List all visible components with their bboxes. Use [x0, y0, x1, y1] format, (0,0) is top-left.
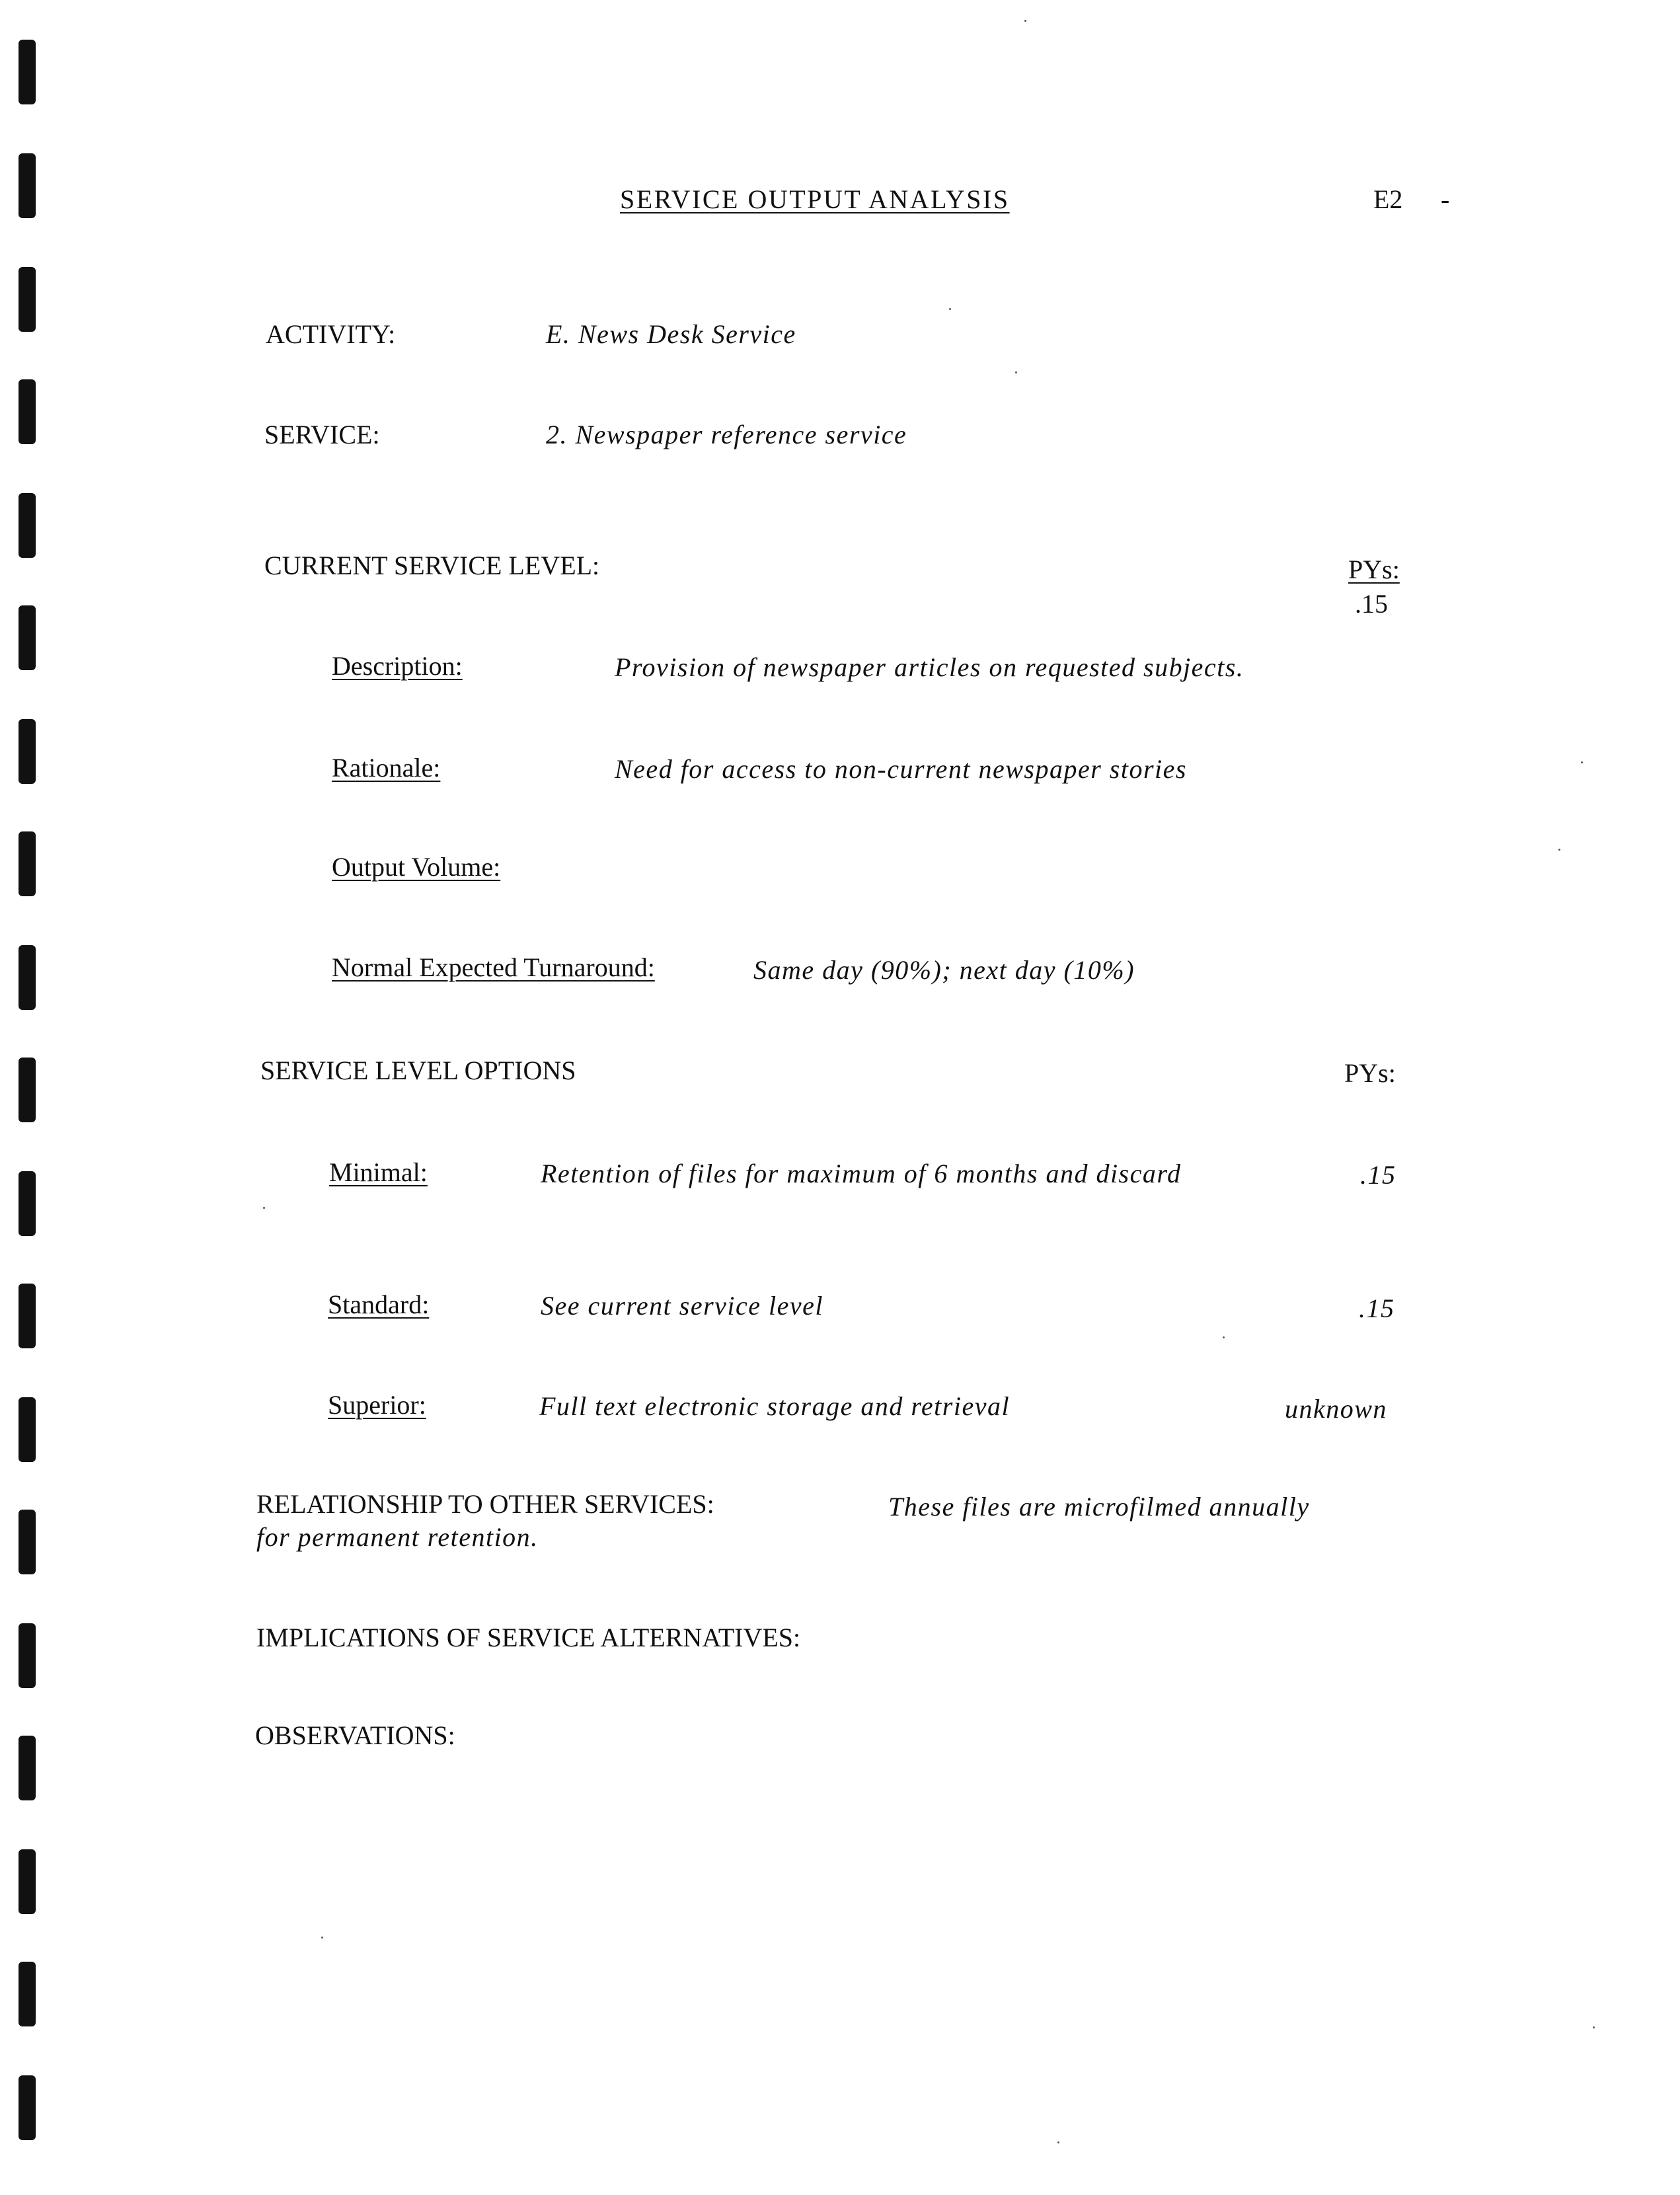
speck	[1581, 761, 1583, 763]
description-label: Description:	[332, 651, 463, 681]
implications-label: IMPLICATIONS OF SERVICE ALTERNATIVES:	[256, 1623, 801, 1652]
service-label: SERVICE:	[264, 420, 380, 449]
punch-hole	[19, 1058, 36, 1122]
punch-hole	[19, 831, 36, 896]
punch-hole	[19, 605, 36, 670]
minimal-value: Retention of files for maximum of 6 months and discard	[541, 1159, 1182, 1188]
punch-hole	[19, 1736, 36, 1800]
options-pys-label: PYs:	[1344, 1058, 1396, 1088]
standard-label: Standard:	[328, 1290, 430, 1319]
activity-value: E. News Desk Service	[546, 319, 796, 349]
speck	[321, 1937, 323, 1939]
minimal-label: Minimal:	[329, 1157, 428, 1187]
page-code-dash: -	[1441, 184, 1450, 214]
speck	[1015, 371, 1017, 373]
current-pys-label: PYs:	[1348, 555, 1400, 584]
observations-label: OBSERVATIONS:	[255, 1720, 455, 1750]
rationale-value: Need for access to non-current newspaper stories	[615, 754, 1187, 784]
description-value: Provision of newspaper articles on requested subjects.	[615, 652, 1244, 682]
output-volume-label: Output Volume:	[332, 852, 501, 882]
speck	[1024, 20, 1026, 22]
standard-value: See current service level	[541, 1291, 824, 1321]
current-pys-value: .15	[1355, 589, 1388, 619]
current-service-level-heading: CURRENT SERVICE LEVEL:	[264, 551, 600, 580]
superior-label: Superior:	[328, 1390, 426, 1420]
superior-pys: unknown	[1285, 1394, 1387, 1424]
speck	[949, 308, 951, 310]
punch-hole	[19, 1171, 36, 1236]
punch-hole	[19, 1397, 36, 1462]
rationale-label: Rationale:	[332, 753, 441, 783]
speck	[1593, 2026, 1595, 2028]
relationship-label: RELATIONSHIP TO OTHER SERVICES:	[256, 1489, 714, 1519]
page-title: SERVICE OUTPUT ANALYSIS	[620, 184, 1010, 214]
superior-value: Full text electronic storage and retrieval	[539, 1391, 1011, 1421]
punch-hole	[19, 1849, 36, 1914]
punch-hole	[19, 1623, 36, 1688]
speck	[1223, 1336, 1225, 1338]
punch-hole	[19, 1962, 36, 2026]
minimal-pys: .15	[1360, 1160, 1396, 1190]
service-level-options-heading: SERVICE LEVEL OPTIONS	[260, 1056, 576, 1085]
punch-hole	[19, 379, 36, 444]
speck	[1558, 849, 1560, 851]
turnaround-value: Same day (90%); next day (10%)	[753, 955, 1135, 985]
speck	[1057, 2141, 1059, 2143]
punch-hole	[19, 153, 36, 218]
punch-hole	[19, 1510, 36, 1574]
punch-hole	[19, 40, 36, 104]
punch-hole	[19, 267, 36, 332]
service-value: 2. Newspaper reference service	[546, 420, 907, 449]
punch-hole	[19, 719, 36, 784]
punch-hole	[19, 945, 36, 1010]
punch-hole	[19, 493, 36, 558]
turnaround-label: Normal Expected Turnaround:	[332, 952, 655, 982]
relationship-value-line2: for permanent retention.	[256, 1522, 539, 1552]
activity-label: ACTIVITY:	[266, 319, 396, 349]
punch-hole	[19, 1284, 36, 1348]
standard-pys: .15	[1359, 1293, 1395, 1323]
relationship-value-line1: These files are microfilmed annually	[888, 1492, 1310, 1521]
punch-hole	[19, 2075, 36, 2140]
page-code: E2	[1373, 184, 1403, 214]
speck	[263, 1207, 265, 1209]
